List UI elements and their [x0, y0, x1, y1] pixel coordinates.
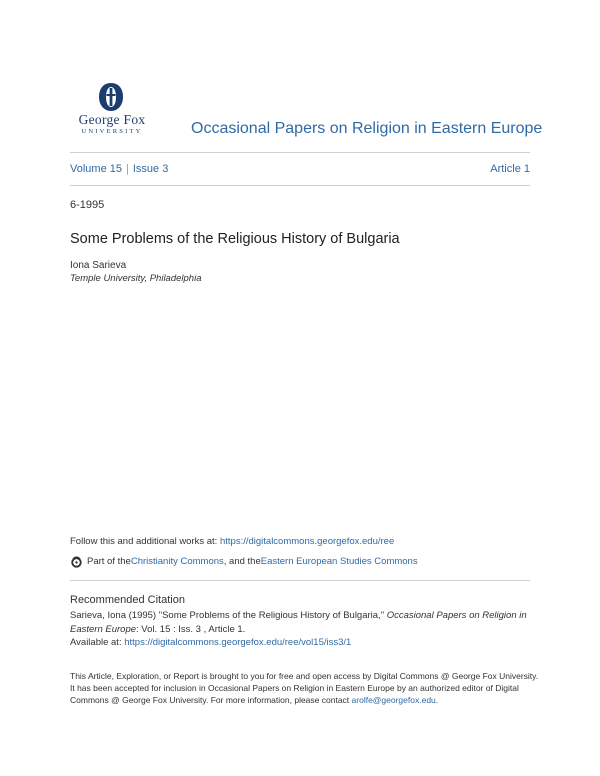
publication-date: 6-1995 [70, 199, 105, 211]
follow-link[interactable]: https://digitalcommons.georgefox.edu/ree [219, 536, 395, 547]
breadcrumb-separator: | [125, 163, 129, 175]
available-link[interactable]: https://digitalcommons.georgefox.edu/ree/vol15/iss3/1 [124, 637, 352, 648]
part-of-prefix: Part of the [87, 556, 131, 567]
citation-journal: Occasional Papers on Religion in Eastern Europe [70, 610, 527, 635]
divider [70, 185, 530, 186]
citation-text [70, 609, 540, 650]
access-notice-end: . [435, 695, 439, 705]
access-notice [70, 670, 540, 706]
christianity-commons-link[interactable]: Christianity Commons [130, 556, 224, 567]
journal-title-link[interactable]: Occasional Papers on Religion in Eastern Europe [191, 120, 543, 137]
citation-part2: : Vol. 15 : Iss. 3 , Article 1. [136, 623, 246, 635]
author-name: Iona Sarieva [70, 260, 127, 271]
volume-issue-breadcrumb [70, 163, 168, 175]
divider [70, 580, 530, 581]
recommended-citation-heading: Recommended Citation [70, 594, 185, 606]
available-label: Available at: [70, 637, 125, 648]
article-number-link[interactable]: Article 1 [490, 163, 530, 175]
logo-subtitle: UNIVERSITY [81, 128, 143, 135]
eastern-european-studies-commons-link[interactable]: Eastern European Studies Commons [260, 556, 418, 567]
author-affiliation: Temple University, Philadelphia [70, 273, 202, 284]
contact-email-link[interactable]: arolfe@georgefox.edu [351, 695, 436, 705]
university-emblem-icon [96, 82, 126, 112]
follow-line [70, 536, 394, 547]
access-notice-text: This Article, Exploration, or Report is brought to you for free and open access by Digital Commons @ George Fox University. It has been accepted for inclusion in Occasional Papers on Religion in Eastern Europe by an authorized editor of Digital Commons @ George Fox University. For more information, please contact [70, 671, 539, 705]
article-title: Some Problems of the Religious History of Bulgaria [70, 231, 400, 247]
follow-text: Follow this and additional works at: [70, 536, 220, 547]
issue-link[interactable]: Issue 3 [132, 163, 169, 175]
part-of-line [70, 555, 418, 568]
divider [70, 152, 530, 153]
citation-part1: Sarieva, Iona (1995) "Some Problems of the Religious History of Bulgaria," [70, 610, 387, 621]
logo-wordmark: George Fox [78, 112, 146, 127]
george-fox-logo[interactable] [68, 82, 158, 138]
part-of-middle: , and the [223, 556, 261, 567]
open-access-icon [70, 555, 83, 568]
volume-link[interactable]: Volume 15 [70, 163, 122, 175]
